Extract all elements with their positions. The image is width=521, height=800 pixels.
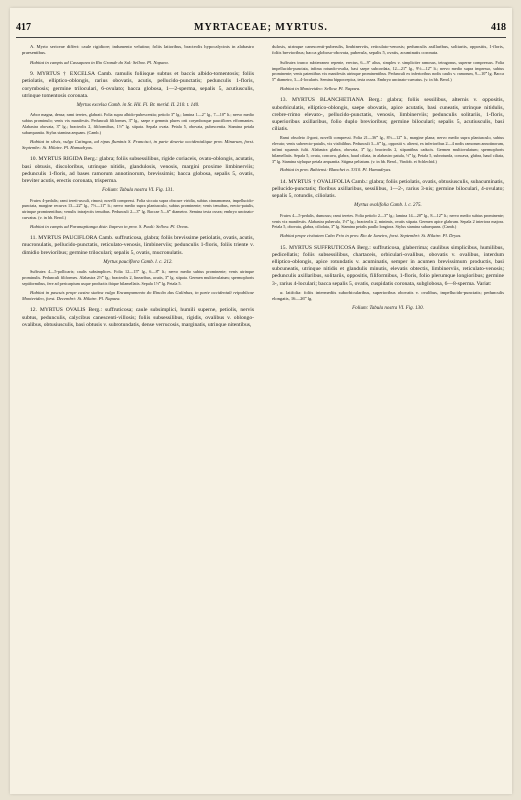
habitat-text: Habitat in pascuis prope castra stativa vulgo Encampamento do Rincão das Galinhas, in parte occidentali reipublicae Montevideo, forst. Decembri: St. Hilaire. Pl. Napaea. — [22, 289, 254, 302]
habitat-text: Habitat in prov. Bahiensi: Blanchet n. 3310. Pl. Hamadryas. — [280, 167, 392, 173]
figure-reference: Folium: Tabula nostra VI. Fig. 131. — [102, 188, 174, 194]
header-rule — [16, 37, 506, 38]
right-column — [272, 44, 504, 784]
description-text: Suffrutex 4—5-pollicaris; caulis subsimplices. Folia 12—15‴ lg., 6—8‴ lt.; nervo medio subtus prominente; venis utrinque prominulis. Pedunculi filiformes. Alabastra 2½‴ lg.; bracteolis 2, linearibus, acutis, 3‴ lg. stipata. Germen multiovulatum; spermophoris septiformibus, fere ad pericarpium usque productis ibique bilamellatis. Sepala 1½‴ lg. Petala 5. — [22, 269, 254, 286]
page-number-left: 417 — [16, 22, 31, 33]
description-text: Frutex 4—5-pedalis, dumosus; rami teretes. Folia petiolo 2—3‴ lg.; lamina 14—20‴ lg., 8—12‴ lt.; nervo medio subtus prominente; venis vix manifestis. Alabastra puberula, 1½‴ lg.; bracteolis 2, minimis, ovatis stipata. Germen apice glabrum. Sepala 2 interiora majora. Petala 5, obovata, glabra, ciliolata, 3‴ lg. Stamina petalis paullo longiora. Stylus stamina subaequans. (Camb.) — [272, 212, 504, 230]
species-heading: 12. MYRTUS OVALIS Berg.: suffruticosa; caule subsimplici, humili superne, petiolis, nervis subtus, pedunculis, calycibus canescenti-villosis; foliis subsessilibus, rigidis, ovalibus v. oblongo-ovalibus, obtusiusculis, basi obtusis v. subrotundatis, dense verrucosis, marginatis, utrinque nitentibus, — [22, 307, 254, 328]
left-column — [22, 44, 254, 784]
species-heading: 10. MYRTUS RIGIDA Berg.: glabra; foliis subsessilibus, rigide coriaceis, ovato-oblongis, acutatis, basi obtusis, discoloribus, utrinque nitidis, glandulosis, venosis, margini proxime limbinerviis; pedunculis 1-floris, ad bases ramorum annotinorum, brevissimis; bacca globosa, sepalis 5, ovatis, breviter acutis, erectis coronata, trisperma. — [22, 156, 254, 185]
description-text: Rami obsoleto 4-goni, novelli compressi. Folia 21—36‴ lg., 8½—12‴ lt., margine plana; nervo medio supra planiusculo, subtus elevato; venis suberecto-patulis, vix visibilibus. Pedunculi 3—6‴ lg., oppositi v. alterni, ex inferioribus 2—4 nodis ramorum annotinorum, infimi squamis fulti. Alabastra glabra, obovata, 3‴ lg.; bracteolis 2, stipantibus caducis. Germen multiovulatum; spermophoris bilamellatis. Sepala 5, ovata, concava, glabra, haud ciliata, in alabastro patula, ½‴ lg. Petala 5, subrotunda, concava, glabra, haud ciliata, 3‴ lg. Stamina styluque petala aequantia. Stigma peltatum. (v. in hb. Berol., Vindob. et Schlechtd.) — [272, 135, 504, 164]
species-heading: 11. MYRTUS PAUCIFLORA Camb. suffruticosa, glabra; foliis brevissime petiolatis, ovatis, acutis, mucronulatis, pellucido-punctatis, reticulato-venosis, limbinerviis; pedunculis 1-floris, foliis triente v. dimidio brevioribus; germine triloculari; sepalis 5, ovatis, mucronulatis. — [22, 235, 254, 256]
reference-text: Myrtus pauciflora Camb. l. c. 212. — [103, 259, 173, 265]
reference-text: Myrtus ovalifolia Camb. l. c. 275. — [354, 203, 422, 209]
description-text: Suffrutex trunco subterraneo repente, erectus, 6—9″ altus, simplex v. simpliciter ramosus, tetragonus, superne compressus. Folia impellucido-punctata, infima rotundo-ovalia, basi saepe subcordata, 12—21‴ lg., 9½—12‴ lt.; nervo medio supra impresso, subtus prominente; venis patentibus vix manifestis utrinque prominentibus. Pedunculi ex inferioribus nodis caulis v. ramorum, 9—10‴ lg. Bacca 5‴ diametro, 3—4-locularis. Semina hippocrepica, testa ossea. Embryo uncinato-curvatus. (v. in hb. Berol.) — [272, 59, 504, 83]
variety-text: α. latifolia: foliis intermediis suborbicularibus, superioribus obovatis v. ovalibus, impellucido-punctatis; pedunculis elongatis, 16—26‴ lg. — [272, 289, 504, 302]
running-title: MYRTACEAE; MYRTUS. — [194, 22, 328, 33]
habitat-text: Habitat in campis ad Paranapitanga distr. Itapeva in prov. S. Pauli: Sellow. Pl. Oreas. — [30, 223, 189, 229]
paragraph: dulosis, utrinque canescenti-puberulis, limbinerviis, reticulato-venosis; pedunculis axillaribus, solitariis, oppositis, 1-floris, foliis brevioribus; bacca globoso-obovata, puberula, sepalis 5, ovatis, acuminatis coronata. — [272, 44, 504, 56]
page-number-right: 418 — [491, 22, 506, 33]
habitat-text: Habitat in Montevideo: Sellow. Pl. Napaea. — [280, 86, 361, 91]
species-heading: 14. MYRTUS † OVALIFOLIA Camb.: glabra; foliis petiolatis, ovatis, obtusiusculis, subacuminatis, pellucido-punctatis; floribus axillaribus, sessilibus, 1—2-, rarius 3-nis; germine biloculari, 4-ovulato; sepalis 5, rotundis, ciliolatis. — [272, 178, 504, 200]
species-heading: 9. MYRTUS † EXCELSA Camb. ramulis foliisque subtus et baccis albido-tomentosis; foliis petiolatis, elliptico-oblongis, rarius obovatis, acutis, pellucido-punctatis; pedunculis 1-floris, corymbosis; germine triloculari, 6-ovulato; bacca globosa, 1—2-sperma, sepalis 5, acutiusculis, utrinque tomentosis coronata. — [22, 71, 254, 99]
habitat-text: Habitat in campis ad Cassapava in Rio Grande do Sul: Sellow. Pl. Napaea. — [30, 59, 169, 65]
page — [10, 8, 512, 794]
species-heading: 15. MYRTUS SUFFRUTICOSA Berg.: suffruticosa, glaberrima; caulibus simplicibus, humilibus, pedicellatis; foliis subsessilibus, chartaceis, orbiculari-ovalibus, obovatis v. ovalibus, interdum elliptico-oblongis, apice rotundatis v. acuminatis, semper in acumen brevissimum productis, basi subcuneatis, utrinque nitidis et glandulis minutis, elevatis obtectis, limbinerviis, reticulato-venosis; pedunculis axillaribus, solitariis, oppositis, filiformibus, 1-floris, folio plerumque longioribus; germine 3-, rarius 4-loculari; bacca sepalis 5, ovatis, cuspidatis coronata, subglobosa, 6—8-sperma. Variat: — [272, 244, 504, 287]
reference-text: Myrtus excelsa Camb. in St. Hil. Fl. Br. merid. II. 210. t. 140. — [76, 103, 200, 109]
habitat-text: Habitat prope civitatem Cabo Frio in prov. Rio de Janeiro, forst. Septembri: St. Hilaire. Pl. Dryas. — [280, 233, 462, 239]
species-heading: 13. MYRTUS BLANCHETIANA Berg.: glabra; foliis sessilibus, alternis v. oppositis, suborbiculatis, elliptico-oblongis, saepe obovatis, apice acutatis, basi cuneatis, utrinque nitidulis, crebre-rrimo elevato-, pellucido-punctatis, venosis, limbinerviis; pedunculis solitariis, 1-floris, superioribus axillaribus, folio duplo brevioribus; germine biloculari; sepalis 5, acutiusculis, basi ciliatis. — [272, 97, 504, 133]
description-text: Frutex 4-pedalis; rami tereti-usculi, rimosi; novelli compressi. Folia siccata supra obscure viridia, subtus cinnamomea, impellucido-punctata, margine recurva 13—22‴ lg., 7½—11‴ lt.; nervo medio supra planiusculo, subtus prominente; venis tenuibus, erecto-patulis, utrinque prominentibus; venulis intrajectis tenuibus. Pedunculi 2—3‴ lg. Baccae 5—6‴ diametro. Semina testa ossea; embryo uncinato-curvatus. (v. in hb. Berol.) — [22, 197, 254, 221]
habitat-text: Habitat in silvis, vulgo Catingas, ad ripas fluminis S. Francisci, in parte deserta occidentalique prov. Minarum, forst. Septembr.: St. Hilaire. Pl. Hamadryas. — [22, 138, 254, 151]
figure-reference: Folium: Tabula nostra VI. Fig. 130. — [352, 305, 424, 311]
page-header — [16, 22, 506, 36]
description-text: Arbor magna, densa; rami teretes, glabrati. Folia supra albido-pubescentia; petiolo 3‴ lg.; lamina 1—2″ lg., 7—10‴ lt.; nervo medio subtus prominulo; venis vix manifestis. Pedunculi filiformes, 3‴ lg., saepe e gemmis plures orti corymbosque pauciflores efformantes. Alabastra obovata, 3‴ lg.; bracteolis 2, filiformibus, 1½‴ lg. stipata. Sepala ovata. Petala 5, obovata, pubescentia. Stamina petala subaequantia. Stylus stamina aequans. (Camb.) — [22, 112, 254, 135]
paragraph: A. Myrto sericeae differt: caule rigidiore; indumento velutino; foliis latioribus, bracteolis hypocalycinis in alabastro praesentibus. — [22, 44, 254, 56]
